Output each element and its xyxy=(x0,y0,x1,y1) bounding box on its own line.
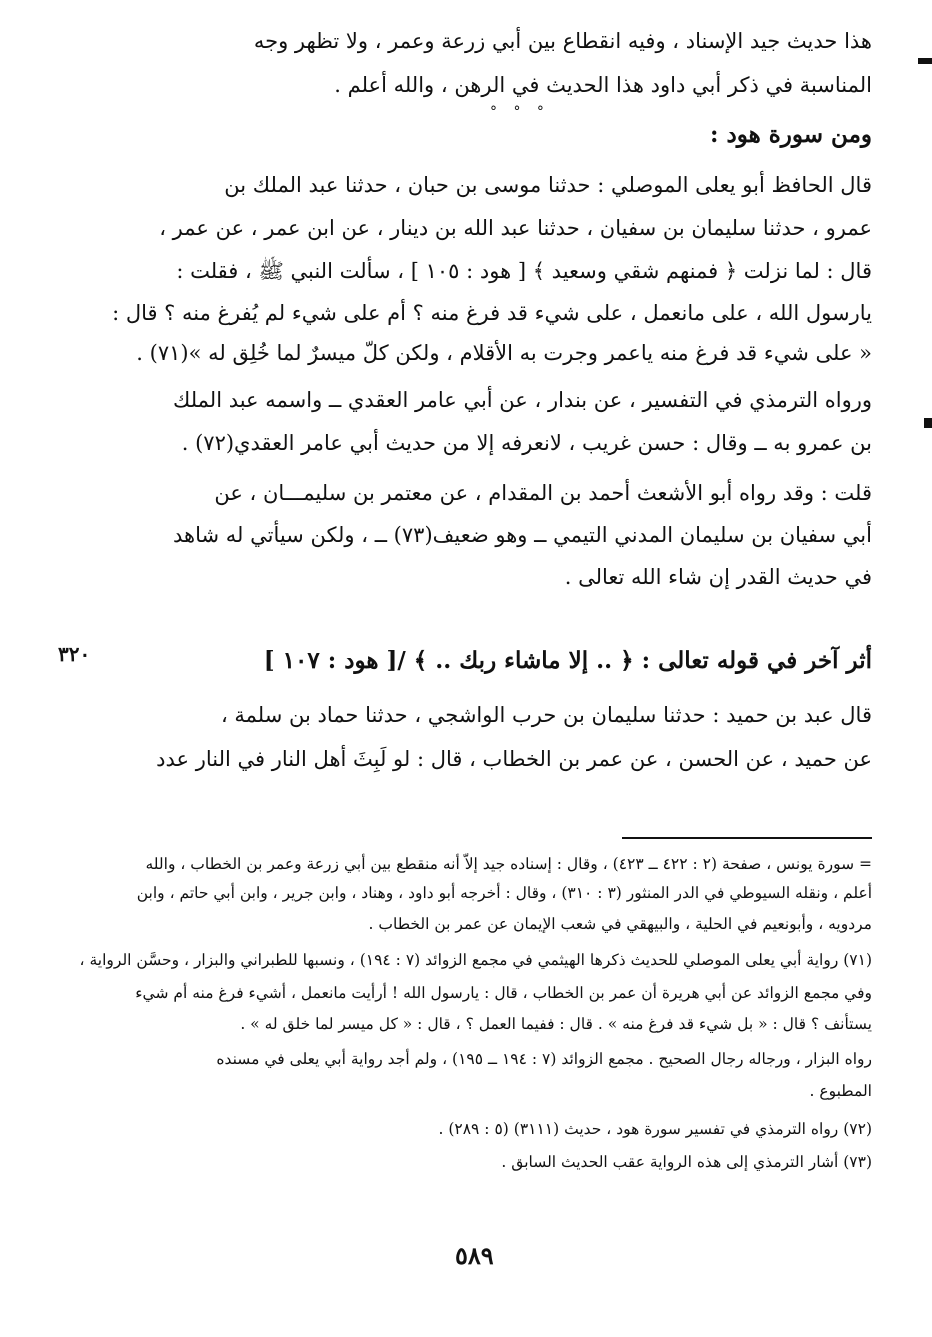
text-line: عمرو ، حدثنا سليمان بن سفيان ، حدثنا عبد الله بن دينار ، عن ابن عمر ، عن عمر ، xyxy=(159,216,872,240)
page-number: ٥٨٩ xyxy=(455,1241,494,1270)
text-line: « على شيء قد فرغ منه ياعمر وجرت به الأقلام ، ولكن كلّ ميسرٌ لما خُلِق له »(٧١) . xyxy=(136,341,872,365)
text-line: يارسول الله ، على مانعمل ، على شيء قد فرغ منه ؟ أم على شيء لم يُفرغ منه ؟ قال : xyxy=(112,301,872,325)
text-line: هذا حديث جيد الإسناد ، وفيه انقطاع بين أبي زرعة وعمر ، ولا تظهر وجه xyxy=(253,29,872,53)
footnote-line: رواه البزار ، ورجاله رجال الصحيح . مجمع الزوائد (٧ : ١٩٤ ــ ١٩٥) ، ولم أجد رواية أبي يعلى في مسنده xyxy=(216,1050,872,1068)
text-line: أبي سفيان بن سليمان المدني التيمي ــ وهو ضعيف(٧٣) ــ ، ولكن سيأتي له شاهد xyxy=(173,523,872,547)
text-line: قال عبد بن حميد : حدثنا سليمان بن حرب الواشجي ، حدثنا حماد بن سلمة ، xyxy=(220,703,872,727)
footnote-line: وفي مجمع الزوائد عن أبي هريرة أن عمر بن الخطاب ، قال : يارسول الله ! أرأيت مانعمل ، أشيء فرغ منه أم شيء xyxy=(135,984,872,1002)
footnote-line: (٧٣) أشار الترمذي إلى هذه الرواية عقب الحديث السابق . xyxy=(501,1153,872,1171)
text-line: بن عمرو به ــ وقال : حسن غريب ، لانعرفه إلا من حديث أبي عامر العقدي(٧٢) . xyxy=(181,431,872,455)
text-line: ورواه الترمذي في التفسير ، عن بندار ، عن أبي عامر العقدي ــ واسمه عبد الملك xyxy=(173,388,872,412)
margin-page-reference: ٣٢٠ xyxy=(58,642,91,666)
footnote-line: مردويه ، وأبونعيم في الحلية ، والبيهقي في شعب الإيمان عن عمر بن الخطاب . xyxy=(368,915,872,933)
footnote-line: المطبوع . xyxy=(809,1082,872,1100)
section-heading: أثر آخر في قوله تعالى : ﴿ .. إلا ماشاء ربك .. ﴾ /[ هود : ١٠٧ ] xyxy=(263,647,872,674)
text-line: قلت : وقد رواه أبو الأشعث أحمد بن المقدام ، عن معتمر بن سليمـــان ، عن xyxy=(214,481,872,505)
text-line: قال : لما نزلت ﴿ فمنهم شقي وسعيد ﴾ [ هود : ١٠٥ ] ، سألت النبي ﷺ ، فقلت : xyxy=(176,259,872,283)
scan-edge-mark xyxy=(924,418,932,428)
footnote-line: يستأنف ؟ قال : « بل شيء قد فرغ منه » . قال : ففيما العمل ؟ ، قال : « كل ميسر لما خلق له » . xyxy=(240,1015,872,1033)
footnote-line: (٧١) رواية أبي يعلى الموصلي للحديث ذكرها الهيثمي في مجمع الزوائد (٧ : ١٩٤) ، ونسبها للطبراني والبزار ، وحسَّن الرواية ، xyxy=(79,951,872,969)
text-line: في حديث القدر إن شاء الله تعالى . xyxy=(564,565,872,589)
text-line: المناسبة في ذكر أبي داود هذا الحديث في الرهن ، والله أعلم . xyxy=(334,73,872,97)
section-separator: ° ° ° xyxy=(490,104,550,120)
footnote-line: (٧٢) رواه الترمذي في تفسير سورة هود ، حديث (٣١١١) (٥ : ٢٨٩) . xyxy=(438,1120,872,1138)
footnote-divider xyxy=(622,837,872,839)
section-heading: ومن سورة هود : xyxy=(709,121,872,148)
footnote-line: = سورة يونس ، صفحة (٢ : ٤٢٢ ــ ٤٢٣) ، وقال : إسناده جيد إلاّ أنه منقطع بين أبي زرعة وعمر بن الخطاب ، والله xyxy=(145,855,872,873)
footnote-line: أعلم ، ونقله السيوطي في الدر المنثور (٣ : ٣١٠) ، وقال : أخرجه أبو داود ، وهناد ، وابن جرير ، وابن أبي حاتم ، وابن xyxy=(136,884,872,902)
text-line: عن حميد ، عن الحسن ، عن عمر بن الخطاب ، قال : لو لَبِثَ أهل النار في النار عدد xyxy=(156,747,872,771)
scan-edge-mark xyxy=(918,58,932,64)
text-line: قال الحافظ أبو يعلى الموصلي : حدثنا موسى بن حبان ، حدثنا عبد الملك بن xyxy=(224,173,872,197)
